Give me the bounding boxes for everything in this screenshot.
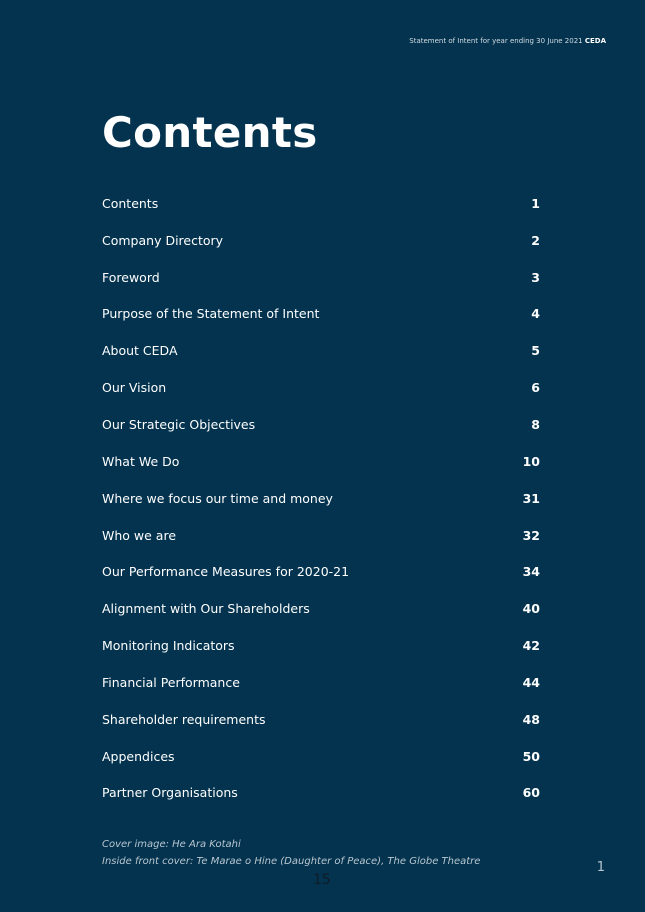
toc-entry-label: Partner Organisations [102, 785, 238, 801]
toc-entry-label: Our Strategic Objectives [102, 416, 256, 432]
toc-entry-page: 3 [531, 269, 540, 285]
toc-entry-label: What We Do [102, 453, 180, 469]
toc-entry-foreword[interactable] [102, 267, 540, 304]
running-header-brand: CEDA [584, 37, 606, 45]
toc-entry-about[interactable] [102, 340, 540, 377]
toc-entry-label: Contents [102, 195, 159, 211]
toc-entry-label: Financial Performance [102, 674, 240, 690]
toc-entry-appendices[interactable] [102, 746, 540, 783]
toc-entry-financial[interactable] [102, 672, 540, 709]
page-title: Contents [102, 108, 318, 157]
toc-entry-purpose[interactable] [102, 304, 540, 341]
toc-entry-label: Our Performance Measures for 2020-21 [102, 564, 350, 580]
toc-entry-page: 50 [522, 748, 540, 764]
toc-entry-page: 60 [522, 785, 540, 801]
toc-entry-label: Alignment with Our Shareholders [102, 601, 310, 617]
toc-entry-page: 4 [531, 306, 540, 322]
toc-entry-page: 34 [522, 564, 540, 580]
toc-entry-who-we-are[interactable] [102, 525, 540, 562]
toc-entry-page: 32 [522, 527, 540, 543]
toc-entry-page: 44 [522, 674, 540, 690]
cover-credit: Cover image: He Ara Kotahi [102, 839, 241, 850]
toc-entry-contents[interactable] [102, 193, 540, 230]
toc-entry-label: Monitoring Indicators [102, 638, 235, 654]
toc-entry-page: 48 [522, 711, 540, 727]
toc-entry-page: 42 [522, 638, 540, 654]
toc-entry-label: Appendices [102, 748, 175, 764]
toc-entry-label: Purpose of the Statement of Intent [102, 306, 320, 322]
toc-entry-page: 40 [522, 601, 540, 617]
toc-entry-page: 6 [531, 380, 540, 396]
toc-entry-vision[interactable] [102, 377, 540, 414]
toc-entry-page: 8 [531, 416, 540, 432]
toc-entry-monitoring[interactable] [102, 635, 540, 672]
running-header [409, 37, 606, 45]
toc-entry-page: 1 [531, 195, 540, 211]
toc-entry-company-directory[interactable] [102, 230, 540, 267]
toc-entry-focus[interactable] [102, 488, 540, 525]
toc-entry-label: Foreword [102, 269, 160, 285]
inside-front-credit: Inside front cover: Te Marae o Hine (Daughter of Peace), The Globe Theatre [102, 856, 481, 867]
toc-entry-page: 10 [522, 453, 540, 469]
toc-entry-strategic-objectives[interactable] [102, 414, 540, 451]
toc-entry-performance-measures[interactable] [102, 561, 540, 598]
toc-entry-alignment[interactable] [102, 598, 540, 635]
toc-entry-label: Who we are [102, 527, 177, 543]
toc-entry-page: 2 [531, 232, 540, 248]
toc-entry-label: Where we focus our time and money [102, 490, 333, 506]
toc-entry-what-we-do[interactable] [102, 451, 540, 488]
toc-entry-label: Our Vision [102, 380, 167, 396]
toc-entry-partners[interactable] [102, 783, 540, 820]
running-header-text: Statement of Intent for year ending 30 June 2021 [409, 37, 583, 45]
sheet-number: 15 [313, 872, 331, 888]
toc-entry-label: Company Directory [102, 232, 224, 248]
table-of-contents [102, 193, 540, 819]
toc-entry-page: 5 [531, 343, 540, 359]
toc-entry-page: 31 [522, 490, 540, 506]
toc-entry-shareholder-requirements[interactable] [102, 709, 540, 746]
image-credits [102, 836, 480, 870]
toc-entry-label: Shareholder requirements [102, 711, 266, 727]
toc-entry-label: About CEDA [102, 343, 178, 359]
page-number: 1 [596, 860, 605, 875]
